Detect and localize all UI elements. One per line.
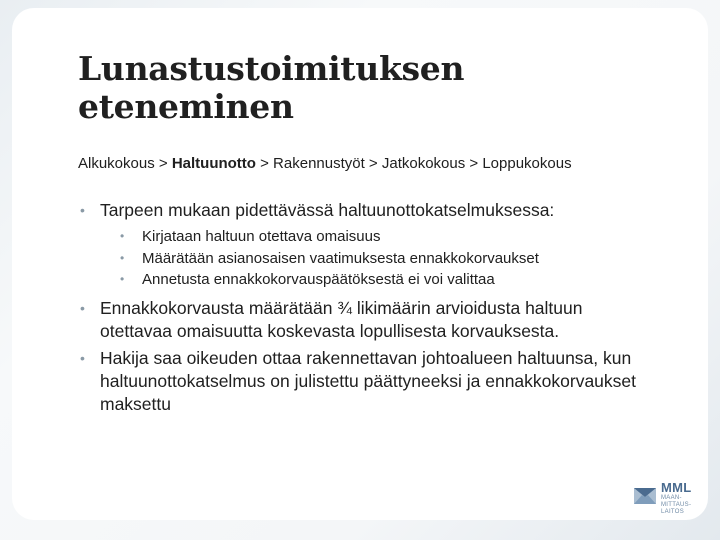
- mml-logo: [632, 480, 694, 520]
- sub-bullet-item: • Annetusta ennakkokorvauspäätöksestä ei voi valittaa: [120, 269, 638, 291]
- breadcrumb-current-step: Haltuunotto: [171, 155, 256, 172]
- logo-line-1: MAAN-: [661, 495, 682, 501]
- bullet-item: • Tarpeen mukaan pidettävässä haltuunottokatselmuksessa:: [78, 199, 638, 222]
- logo-line-3: LAITOS: [661, 509, 685, 515]
- envelope-logo-icon: [632, 482, 658, 508]
- bullet-item: • Ennakkokorvausta määrätään ¾ likimäärin arvioidusta haltuun otettavaa omaisuutta koskevasta lopullisesta korvauksesta.: [78, 297, 638, 343]
- sub-bullet-item: • Määrätään asianosaisen vaatimuksesta ennakkokorvaukset: [120, 248, 638, 270]
- slide-title: [78, 50, 638, 126]
- process-breadcrumb: [78, 155, 572, 172]
- bullet-list: [78, 199, 638, 420]
- breadcrumb-before: Alkukokous >: [78, 155, 172, 172]
- logo-line-2: MITTAUS-: [661, 502, 692, 508]
- sub-bullet-item: • Kirjataan haltuun otettava omaisuus: [120, 226, 638, 248]
- title-line-1: Lunastustoimituksen: [78, 49, 465, 88]
- bullet-item: • Hakija saa oikeuden ottaa rakennettavan johtoalueen haltuunsa, kun haltuunottokatselmus on julistettu päättyneeksi ja ennakkokorvaukset maksettu: [78, 347, 638, 416]
- title-line-2: eteneminen: [78, 87, 294, 126]
- logo-subtitle: [661, 495, 691, 516]
- breadcrumb-after: > Rakennustyöt > Jatkokokous > Loppukokous: [255, 155, 572, 172]
- sub-bullet-list: [120, 226, 638, 291]
- logo-abbreviation: MML: [661, 480, 692, 495]
